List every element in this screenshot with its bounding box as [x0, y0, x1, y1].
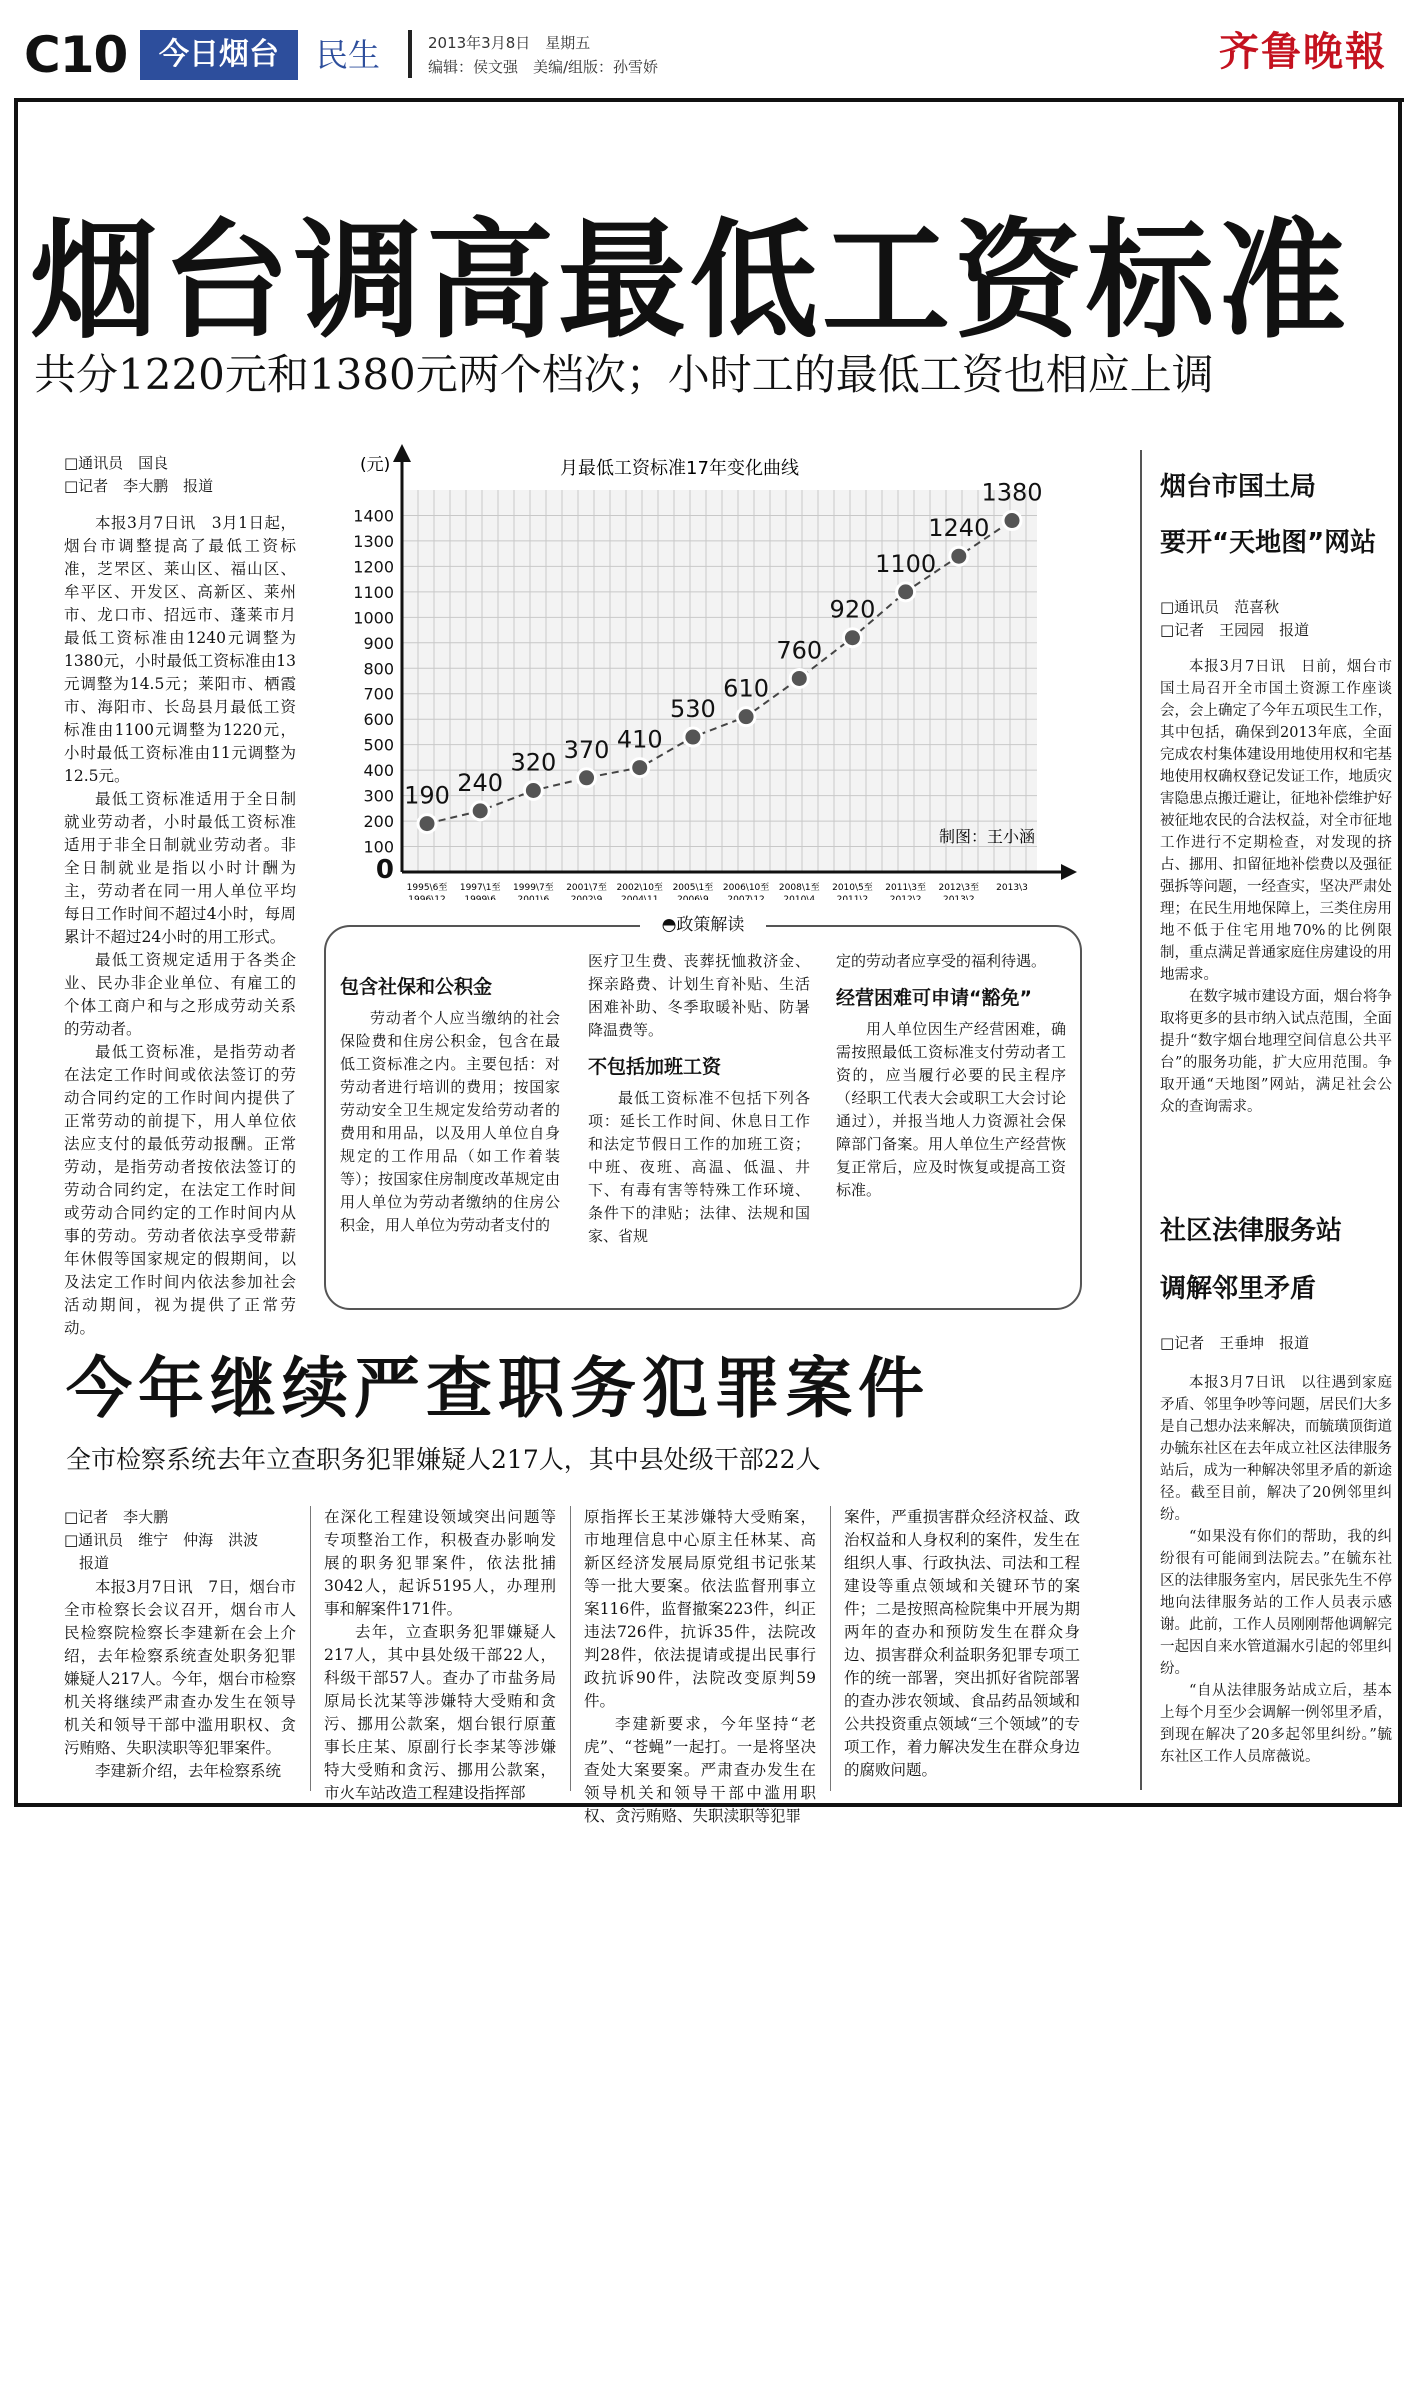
x-axis-arrow	[1061, 864, 1077, 880]
second-col-1	[64, 1576, 296, 1783]
data-label: 1240	[928, 514, 990, 543]
main-article-body	[64, 512, 296, 1340]
y-tick-label: 1100	[353, 582, 394, 602]
article-paragraph: 原指挥长王某涉嫌特大受贿案，市地理信息中心原主任林某、高新区经济发展局原党组书记张某等一批大要案。依法监督刑事立案116件，监督撤案223件，纠正违法726件，抗诉35件，法院改判28件，依法提请或提出民事行政抗诉90件，法院改变原判59件。	[584, 1508, 816, 1710]
main-subheadline: 共分1220元和1380元两个档次；小时工的最低工资也相应上调	[34, 350, 1214, 399]
y-axis-unit: (元)	[360, 455, 391, 475]
data-label: 240	[457, 768, 504, 797]
x-tick-label: 2002\10至	[616, 883, 663, 893]
x-tick-label: 2013\3	[996, 883, 1028, 893]
byline-line: □通讯员 国良	[64, 454, 169, 472]
right-headline-1a: 烟台市国土局	[1160, 472, 1317, 502]
chart-credit: 制图：王小涵	[939, 827, 1036, 846]
policy-col-3	[836, 950, 1066, 1202]
x-tick-label: 2012\2	[889, 895, 922, 900]
data-label: 410	[616, 725, 663, 754]
y-tick-label: 300	[363, 786, 394, 806]
article-paragraph: “自从法律服务站成立后，基本上每个月至少会调解一例邻里矛盾，到现在解决了20多起邻里纠纷。”毓东社区工作人员席薇说。	[1160, 1683, 1392, 1765]
policy-text: 用人单位因生产经营困难，确需按照最低工资标准支付劳动者工资的，应当履行必要的民主程序（经职工代表大会或职工大会讨论通过），并报当地人力资源社会保障部门备案。用人单位生产经营恢复正常后，应及时恢复或提高工资标准。	[836, 1020, 1066, 1199]
y-tick-label: 200	[363, 812, 394, 832]
byline-line: □通讯员 范喜秋	[1160, 598, 1280, 616]
page-number: C10	[24, 26, 128, 84]
data-label: 530	[670, 695, 716, 724]
data-label: 920	[829, 595, 876, 624]
policy-text: 定的劳动者应享受的福利待遇。	[836, 952, 1047, 970]
x-tick-label: 2002\9	[570, 895, 603, 900]
byline-line: □记者 王垂坤 报道	[1160, 1334, 1310, 1352]
article-paragraph: 去年，立查职务犯罪嫌疑人217人，其中县处级干部22人，科级干部57人。查办了市盐务局原局长沈某等涉嫌特大受贿和贪污、挪用公款案，烟台银行原董事长庄某、原副行长李某等涉嫌特大受贿和贪污、挪用公款案，市火车站改造工程建设指挥部	[324, 1623, 556, 1802]
policy-tag	[640, 910, 766, 940]
y-tick-label: 600	[363, 710, 394, 730]
data-point	[684, 728, 702, 746]
article-paragraph: 最低工资标准适用于全日制就业劳动者，小时最低工资标准适用于非全日制就业劳动者。非全日制就业是指以小时计酬为主，劳动者在同一用人单位平均每日工作时间不超过4小时，每周累计不超过24小时的用工形式。	[64, 790, 296, 946]
newspaper-logo: 齐鲁晚報	[1219, 28, 1387, 75]
y-tick-label: 1000	[353, 608, 394, 628]
policy-text: 医疗卫生费、丧葬抚恤救济金、探亲路费、计划生育补贴、生活困难补助、冬季取暖补贴、防暑降温费等。	[588, 952, 810, 1039]
data-point	[737, 708, 755, 726]
policy-col-1	[340, 972, 560, 1237]
second-headline: 今年继续严查职务犯罪案件	[66, 1350, 930, 1427]
article-paragraph: “如果没有你们的帮助，我的纠纷很有可能闹到法院去。”在毓东社区的法律服务室内，居民张先生不停地向法律服务站的工作人员表示感谢。此前，工作人员刚刚帮他调解完一起因自来水管道漏水引起的邻里纠纷。	[1160, 1529, 1392, 1677]
data-point	[897, 583, 915, 601]
article-paragraph: 本报3月7日讯 7日，烟台市全市检察长会议召开，烟台市人民检察院检察长李建新在会上介绍，去年检察系统查处职务犯罪嫌疑人217人。今年，烟台市检察机关将继续严肃查办发生在领导机关和领导干部中滥用职权、贪污贿赂、失职渎职等犯罪案件。	[64, 1578, 296, 1757]
y-tick-label: 900	[363, 633, 394, 653]
x-tick-label: 2001\6	[517, 895, 550, 900]
data-label: 610	[723, 674, 769, 703]
wage-chart-svg	[322, 440, 1082, 900]
data-point	[843, 629, 861, 647]
data-point	[790, 669, 808, 687]
main-byline	[64, 452, 304, 498]
article-paragraph: 在深化工程建设领域突出问题等专项整治工作，积极查办影响发展的职务犯罪案件，依法批捕3042人，起诉5195人，办理刑事和解案件171件。	[324, 1508, 556, 1618]
x-tick-label: 2006\10至	[722, 883, 770, 893]
x-tick-label: 1996\12	[408, 895, 446, 900]
y-tick-label: 100	[363, 837, 394, 857]
x-tick-label: 2013\2	[942, 895, 975, 900]
article-paragraph: 李建新要求，今年坚持“老虎”、“苍蝇”一起打。一是将坚决查处大案要案。严肃查办发生在领导机关和领导干部中滥用职权、贪污贿赂、失职渎职等犯罪	[584, 1715, 816, 1825]
data-point	[631, 759, 649, 777]
x-tick-label: 2008\1至	[778, 883, 820, 893]
policy-text: 劳动者个人应当缴纳的社会保险费和住房公积金，包含在最低工资标准之内。主要包括：对劳动者进行培训的费用；按国家劳动安全卫生规定发给劳动者的费用和用品，以及用人单位自身规定的工作用品（如工作着装等）；按国家住房制度改革规定由用人单位为劳动者缴纳的住房公积金，用人单位为劳动者支付的	[340, 1009, 560, 1234]
data-label: 320	[510, 748, 557, 777]
x-tick-label: 1995\6至	[406, 883, 448, 893]
y-axis-arrow	[393, 444, 411, 462]
x-tick-label: 2005\1至	[672, 883, 714, 893]
byline-line: 报道	[64, 1554, 110, 1572]
article-paragraph: 最低工资规定适用于各类企业、民办非企业单位、有雇工的个体工商户和与之形成劳动关系的劳动者。	[64, 951, 296, 1038]
data-label: 1380	[981, 478, 1043, 507]
y-tick-label: 1300	[353, 531, 394, 551]
right-column-rule	[1140, 450, 1142, 1790]
chart-plot-area	[402, 490, 1037, 872]
wage-chart	[322, 440, 1082, 900]
policy-icon: ◓	[661, 915, 677, 935]
y-tick-label: 1400	[353, 506, 394, 526]
policy-heading: 经营困难可申请“豁免”	[836, 987, 1032, 1009]
policy-tag-label: 政策解读	[676, 915, 745, 935]
section-label: 今日烟台	[140, 30, 298, 80]
x-tick-label: 2012\3至	[938, 883, 980, 893]
x-tick-label: 2007\12	[727, 895, 765, 900]
article-paragraph: 本报3月7日讯 3月1日起，烟台市调整提高了最低工资标准，芝罘区、莱山区、福山区、牟平区、开发区、高新区、莱州市、龙口市、招远市、蓬莱市月最低工资标准由1240元调整为1380元，小时最低工资标准由13元调整为14.5元；莱阳市、栖霞市、海阳市、长岛县月最低工资标准由1100元调整为1220元，小时最低工资标准由11元调整为12.5元。	[64, 514, 296, 785]
data-label: 760	[776, 636, 823, 665]
policy-text: 最低工资标准不包括下列各项：延长工作时间、休息日工作和法定节假日工作的加班工资；中班、夜班、高温、低温、井下、有毒有害等特殊工作环境、条件下的津贴；法律、法规和国家、省规	[588, 1089, 810, 1245]
article-paragraph: 最低工资标准，是指劳动者在法定工作时间或依法签订的劳动合同约定的工作时间内提供了正常劳动的前提下，用人单位依法应支付的最低劳动报酬。正常劳动，是指劳动者按依法签订的劳动合同约定，在法定工作时间或劳动合同约定的工作时间内从事的劳动。劳动者依法享受带薪年休假等国家规定的假期间，以及法定工作时间内依法参加社会活动期间，视为提供了正常劳动。	[64, 1043, 296, 1337]
y-tick-label: 500	[363, 735, 394, 755]
data-label: 370	[563, 735, 610, 764]
x-tick-label: 2001\7至	[566, 883, 607, 893]
second-col-2	[324, 1506, 556, 1805]
x-tick-label: 2011\3至	[885, 883, 926, 893]
article-paragraph: 在数字城市建设方面，烟台将争取将更多的县市纳入试点范围，全面提升“数字烟台地理空间信息公共平台”的服务功能，扩大应用范围。争取开通“天地图”网站，满足社会公众的查询需求。	[1160, 989, 1392, 1115]
right-article-2	[1160, 1372, 1392, 1768]
policy-heading: 不包括加班工资	[588, 1056, 722, 1078]
article-paragraph: 案件，严重损害群众经济权益、政治权益和人身权利的案件，发生在组织人事、行政执法、司法和工程建设等重点领域和关键环节的案件；二是按照高检院集中开展为期两年的查办和预防发生在群众身边、损害群众利益职务犯罪专项工作的统一部署，突出抓好省院部署的查办涉农领域、食品药品领域和公共投资重点领域“三个领域”的专项工作，着力解决发生在群众身边的腐败问题。	[844, 1508, 1080, 1779]
main-headline: 烟台调高最低工资标准	[30, 207, 1351, 356]
article-paragraph: 本报3月7日讯 以往遇到家庭矛盾、邻里争吵等问题，居民们大多是自己想办法来解决，而毓璜顶街道办毓东社区在去年成立社区法律服务站后，成为一种解决邻里矛盾的新途径。截至目前，解决了20例邻里纠纷。	[1160, 1375, 1392, 1523]
x-tick-label: 1999\7至	[513, 883, 554, 893]
x-tick-label: 2006\9	[677, 895, 709, 900]
right-headline-2b: 调解邻里矛盾	[1160, 1274, 1317, 1304]
article-paragraph: 本报3月7日讯 日前，烟台市国土局召开全市国土资源工作座谈会，会上确定了今年五项民生工作，其中包括，确保到2013年底，全面完成农村集体建设用地使用权和宅基地使用权确权登记发证工作，地质灾害隐患点搬迁避让，征地补偿维护好被征地农民的合法权益，对全市征地工作进行不定期检查，对发现的挤占、挪用、扣留征地补偿费以及强征强拆等问题，一经查实，坚决严肃处理；在民生用地保障上，三类住房用地不低于住宅用地70%的比例限制，重点满足普通家庭住房建设的用地需求。	[1160, 659, 1392, 983]
data-point	[950, 547, 968, 565]
right-headline-2a: 社区法律服务站	[1160, 1216, 1343, 1246]
y-tick-label: 400	[363, 761, 394, 781]
y-tick-label: 0	[375, 855, 394, 885]
right-headline-1b: 要开“天地图”网站	[1160, 528, 1377, 558]
data-label: 190	[404, 781, 450, 810]
data-point	[471, 802, 489, 820]
second-byline	[64, 1506, 304, 1575]
column-rule	[310, 1506, 311, 1791]
subsection-label: 民生	[316, 36, 381, 74]
issue-date: 2013年3月8日 星期五	[428, 34, 591, 52]
byline-line: □记者 李大鹏	[64, 1508, 169, 1526]
second-subheadline: 全市检察系统去年立查职务犯罪嫌疑人217人，其中县处级干部22人	[66, 1445, 821, 1474]
y-tick-label: 800	[363, 659, 394, 679]
column-rule	[570, 1506, 571, 1791]
right-byline-1	[1160, 596, 1390, 642]
x-tick-label: 2010\5至	[832, 883, 873, 893]
second-col-4	[844, 1506, 1080, 1782]
x-tick-label: 2011\2	[836, 895, 869, 900]
policy-col-2	[588, 950, 810, 1248]
data-point	[1003, 512, 1021, 530]
byline-line: □记者 李大鹏 报道	[64, 477, 214, 495]
column-rule	[830, 1506, 831, 1791]
policy-heading: 包含社保和公积金	[340, 976, 493, 998]
second-col-3	[584, 1506, 816, 1828]
byline-line: □通讯员 维宁 仲海 洪波	[64, 1531, 259, 1549]
x-tick-label: 1999\6	[464, 895, 497, 900]
data-point	[578, 769, 596, 787]
data-point	[524, 782, 542, 800]
data-point	[418, 815, 436, 833]
article-paragraph: 李建新介绍，去年检察系统	[95, 1762, 282, 1780]
right-byline-2	[1160, 1332, 1390, 1355]
right-article-1	[1160, 656, 1392, 1118]
data-label: 1100	[875, 549, 937, 578]
x-tick-label: 2004\11	[621, 895, 659, 900]
editor-credits: 编辑：侯文强 美编/组版：孙雪娇	[428, 58, 659, 76]
byline-line: □记者 王园园 报道	[1160, 621, 1310, 639]
y-tick-label: 1200	[353, 557, 394, 577]
y-tick-label: 700	[363, 684, 394, 704]
x-tick-label: 2010\4	[783, 895, 816, 900]
chart-title: 月最低工资标准17年变化曲线	[560, 458, 799, 479]
header-separator	[408, 30, 412, 78]
x-tick-label: 1997\1至	[459, 883, 501, 893]
